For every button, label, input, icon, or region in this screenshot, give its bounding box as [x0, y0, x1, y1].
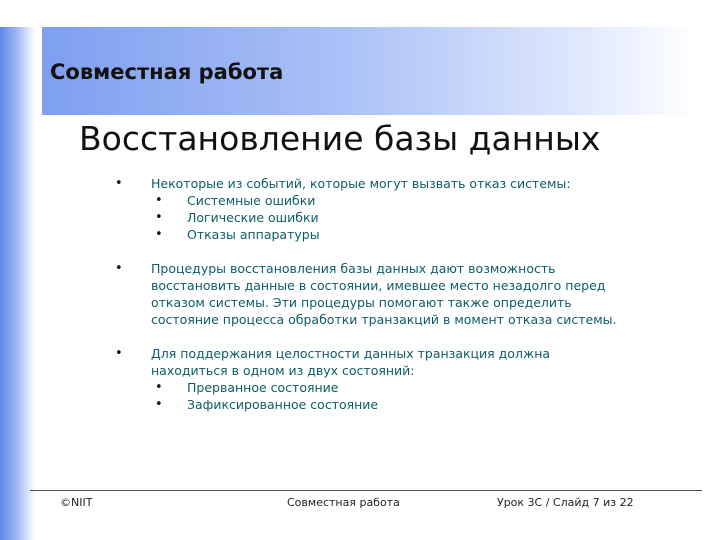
- bullet-icon: •: [115, 346, 123, 361]
- slide-title: Восстановление базы данных: [79, 119, 601, 158]
- bullet-item: [115, 260, 705, 328]
- bullet-icon: •: [155, 210, 163, 225]
- bullet-text-line: находиться в одном из двух состояний:: [151, 363, 415, 378]
- sub-bullet-item: [115, 396, 705, 413]
- bullet-icon: •: [115, 261, 123, 276]
- bullet-icon: •: [155, 227, 163, 242]
- sub-bullet-text: Отказы аппаратуры: [187, 227, 320, 242]
- bullet-text-line: Для поддержания целостности данных транзакция должна: [151, 346, 551, 361]
- left-accent-bar: [0, 27, 36, 540]
- bullet-text-line: Процедуры восстановления базы данных дают возможность: [151, 261, 556, 276]
- footer-slide-number: Урок 3C / Слайд 7 из 22: [497, 496, 634, 509]
- bullet-item: [115, 345, 705, 379]
- bullet-icon: •: [115, 176, 123, 191]
- bullet-text: Некоторые из событий, которые могут вызвать отказ системы:: [151, 176, 571, 191]
- bullet-text-line: отказом системы. Эти процедуры помогают также определить: [151, 295, 572, 310]
- footer-copyright: ©NIIT: [60, 496, 93, 509]
- header-title: Совместная работа: [50, 60, 284, 84]
- bullet-icon: •: [155, 193, 163, 208]
- bullet-icon: •: [155, 380, 163, 395]
- sub-bullet-item: [115, 209, 705, 226]
- sub-bullet-text: Системные ошибки: [187, 193, 316, 208]
- sub-bullet-item: [115, 379, 705, 396]
- sub-bullet-text: Прерванное состояние: [187, 380, 339, 395]
- sub-bullet-item: [115, 192, 705, 209]
- bullet-icon: •: [155, 397, 163, 412]
- footer-divider: [30, 490, 702, 491]
- slide-content: [115, 175, 705, 413]
- sub-bullet-text: Логические ошибки: [187, 210, 319, 225]
- bullet-text-line: восстановить данные в состоянии, имевшее место незадолго перед: [151, 278, 606, 293]
- footer-course-title: Совместная работа: [287, 496, 400, 509]
- sub-bullet-item: [115, 226, 705, 243]
- bullet-item: [115, 175, 705, 192]
- sub-bullet-text: Зафиксированное состояние: [187, 397, 379, 412]
- bullet-text-line: состояние процесса обработки транзакций в момент отказа системы.: [151, 312, 617, 327]
